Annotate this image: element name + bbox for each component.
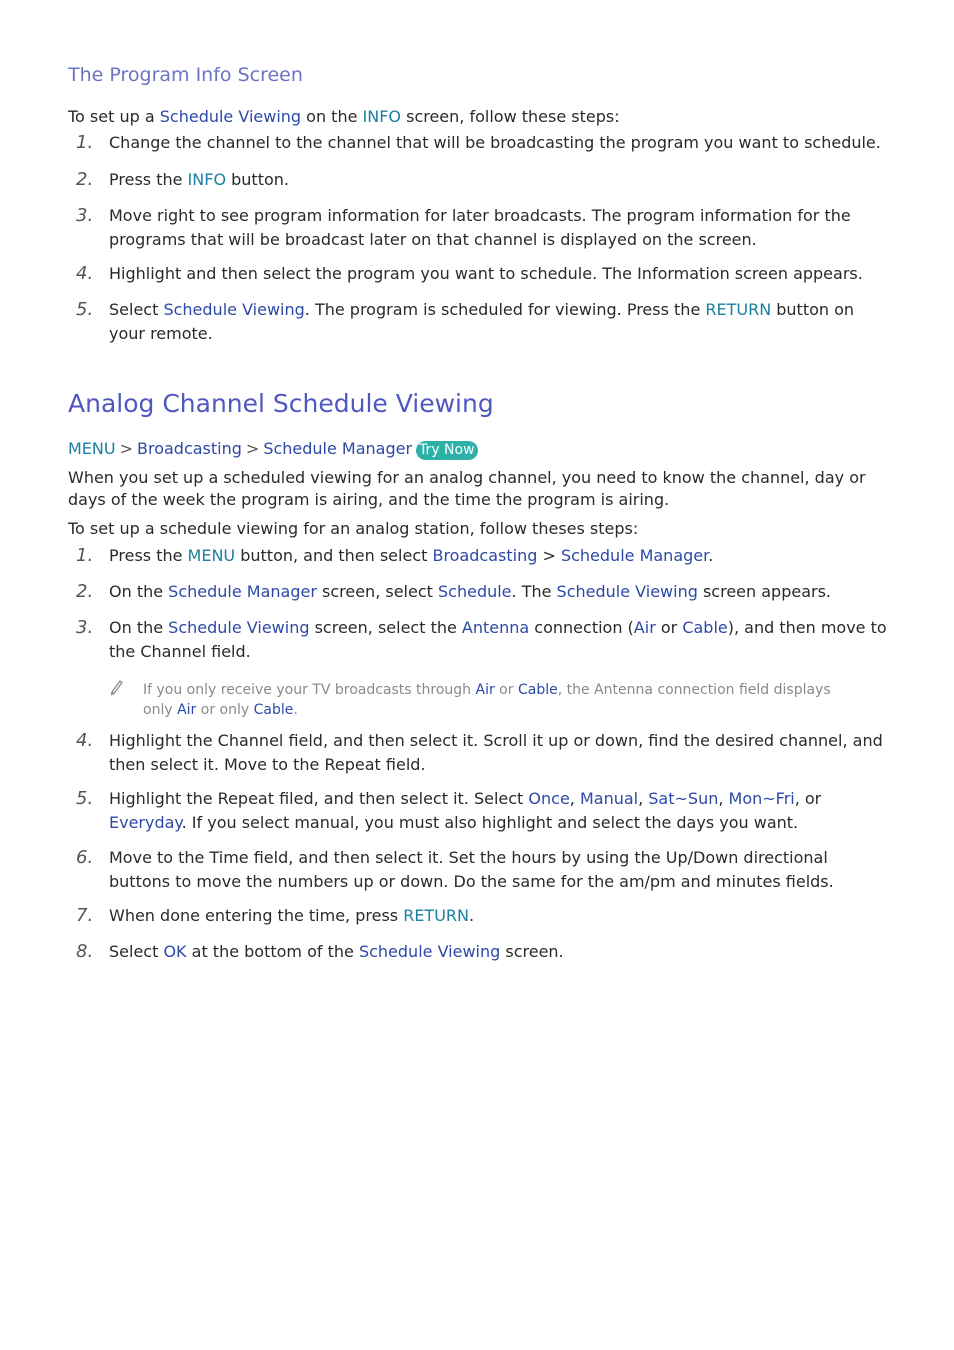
analog-paragraph-1: When you set up a scheduled viewing for an analog channel, you need to know the channel, day or days of the week the program is airing, and the time the program is airing. (68, 468, 866, 509)
pencil-icon (109, 678, 125, 696)
breadcrumb-menu[interactable]: MENU (68, 439, 116, 458)
page-title: Analog Channel Schedule Viewing (68, 389, 494, 418)
intro-paragraph: To set up a Schedule Viewing on the INFO screen, follow these steps: (68, 107, 620, 126)
breadcrumb-schedule-manager[interactable]: Schedule Manager (263, 439, 413, 458)
try-now-button[interactable]: Try Now (416, 441, 477, 460)
chevron-right-icon: > (245, 439, 260, 458)
keyword-info: INFO (362, 107, 402, 126)
section-heading: The Program Info Screen (68, 64, 303, 86)
breadcrumb-broadcasting[interactable]: Broadcasting (137, 439, 242, 458)
keyword-schedule-viewing: Schedule Viewing (159, 107, 302, 126)
analog-paragraph-2: To set up a schedule viewing for an analog station, follow theses steps: (68, 519, 639, 538)
chevron-right-icon: > (119, 439, 133, 458)
breadcrumb (68, 438, 478, 460)
